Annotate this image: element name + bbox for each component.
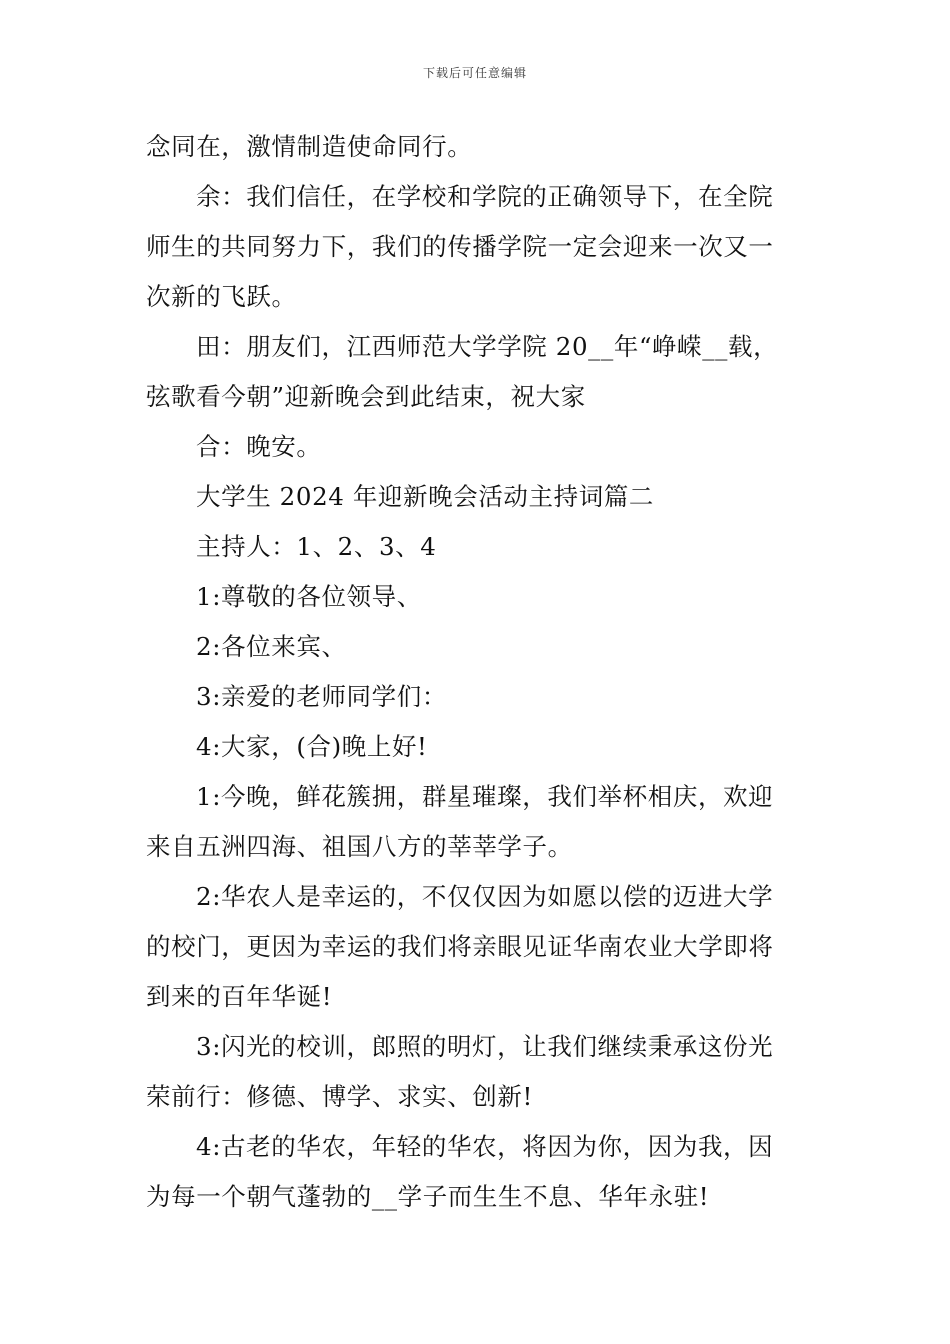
text-line: 余：我们信任，在学校和学院的正确领导下，在全院 <box>196 182 774 211</box>
text-line: 田：朋友们，江西师范大学学院 20__年“峥嵘__载， <box>196 332 779 361</box>
text-line: 主持人：1、2、3、4 <box>196 532 437 561</box>
text-line: 念同在，激情制造使命同行。 <box>146 132 473 161</box>
text-line: 2:各位来宾、 <box>196 632 347 661</box>
text-line: 1:尊敬的各位领导、 <box>196 582 422 611</box>
text-line: 次新的飞跃。 <box>146 282 297 311</box>
text-line: 2:华农人是幸运的，不仅仅因为如愿以偿的迈进大学 <box>196 882 774 911</box>
text-line: 4:古老的华农，年轻的华农，将因为你，因为我，因 <box>196 1132 774 1161</box>
text-line: 为每一个朝气蓬勃的__学子而生生不息、华年永驻! <box>146 1182 710 1211</box>
text-line: 3:闪光的校训，郎照的明灯，让我们继续秉承这份光 <box>196 1032 774 1061</box>
document-body <box>146 122 806 1222</box>
text-line: 的校门，更因为幸运的我们将亲眼见证华南农业大学即将 <box>146 932 774 961</box>
text-line: 荣前行：修德、博学、求实、创新! <box>146 1082 533 1111</box>
text-line: 到来的百年华诞! <box>146 982 333 1011</box>
section-title: 大学生 2024 年迎新晚会活动主持词篇二 <box>196 482 655 511</box>
text-line: 4:大家，(合)晚上好! <box>196 732 428 761</box>
text-line: 师生的共同努力下，我们的传播学院一定会迎来一次又一 <box>146 232 774 261</box>
text-line: 弦歌看今朝”迎新晚会到此结束，祝大家 <box>146 382 586 411</box>
text-line: 3:亲爱的老师同学们： <box>196 682 447 711</box>
page-header: 下载后可任意编辑 <box>422 66 527 80</box>
text-line: 1:今晚，鲜花簇拥，群星璀璨，我们举杯相庆，欢迎 <box>196 782 774 811</box>
text-line: 合：晚安。 <box>196 432 322 461</box>
text-line: 来自五洲四海、祖国八方的莘莘学子。 <box>146 832 573 861</box>
